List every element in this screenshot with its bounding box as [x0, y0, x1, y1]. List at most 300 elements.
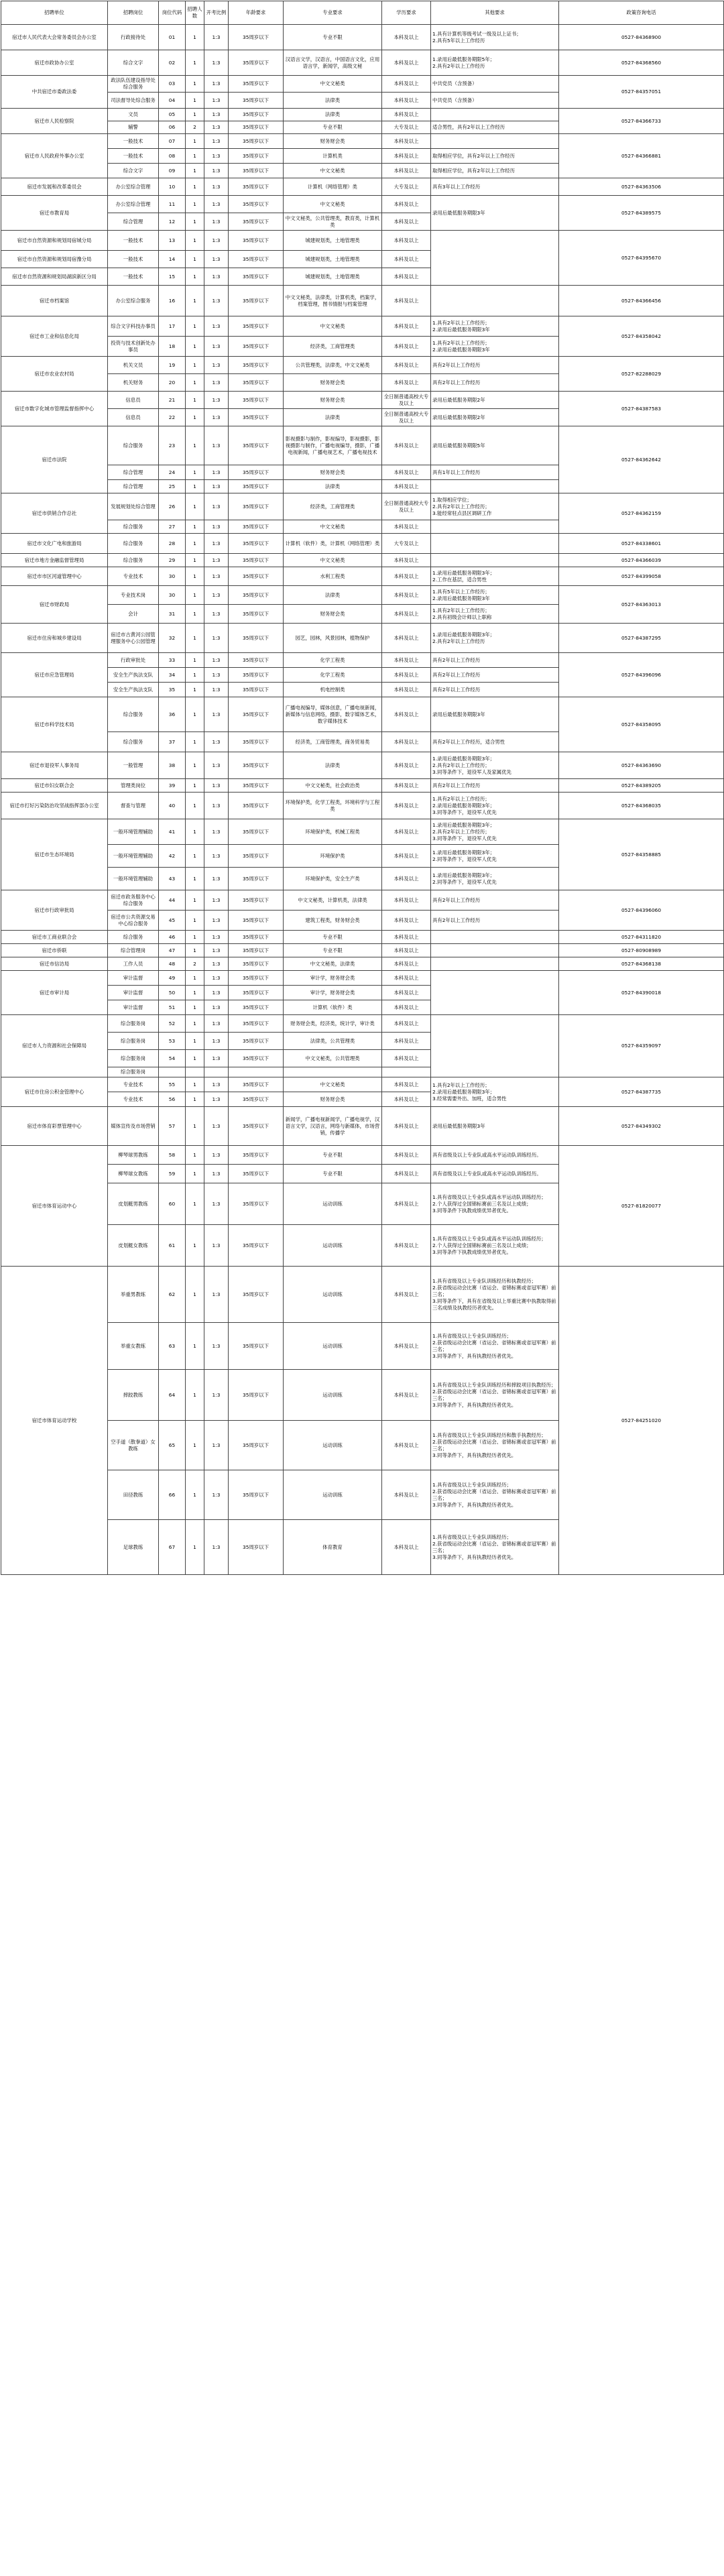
age-cell: 35周岁以下 [229, 957, 284, 971]
age-cell: 35周岁以下 [229, 93, 284, 109]
age-cell: 35周岁以下 [229, 868, 284, 890]
post-cell: 机关财务 [108, 374, 159, 392]
code-cell: 59 [159, 1165, 186, 1183]
code-cell: 32 [159, 624, 186, 653]
education-cell: 本科及以上 [382, 567, 431, 586]
count-cell: 1 [186, 231, 204, 251]
count-cell: 1 [186, 1050, 204, 1067]
major-cell [284, 1067, 382, 1077]
ratio-cell: 1:3 [204, 1015, 229, 1033]
phone-cell: 0527-84251020 [559, 1267, 724, 1575]
ratio-cell: 1:3 [204, 493, 229, 520]
code-cell: 39 [159, 779, 186, 793]
post-cell: 一般环境管理辅助 [108, 819, 159, 845]
count-cell: 1 [186, 25, 204, 50]
other-requirements-cell: 1.录用后最低服务期限3年； 2.工作在基层，适合男性 [431, 567, 559, 586]
education-cell: 本科及以上 [382, 668, 431, 683]
other-requirements-cell: 1.具有省级及以上专业队训练经历和散手执教经历； 2.获省级运动会比赛（省运会、省锦标赛或省冠军赛）前三名； 3.同等条件下，具有执教经历者优先。 [431, 1421, 559, 1470]
count-cell: 1 [186, 1015, 204, 1033]
age-cell [229, 1067, 284, 1077]
count-cell: 1 [186, 1520, 204, 1575]
count-cell: 1 [186, 554, 204, 567]
phone-cell: 0527-84358885 [559, 819, 724, 890]
other-requirements-cell: 录用后最低服务期限3年 [431, 196, 559, 231]
post-cell: 司法督导处综合服务 [108, 93, 159, 109]
education-cell: 本科及以上 [382, 50, 431, 76]
phone-cell: 0527-81820077 [559, 1146, 724, 1267]
count-cell: 1 [186, 357, 204, 374]
count-cell: 1 [186, 845, 204, 868]
ratio-cell: 1:3 [204, 1165, 229, 1183]
ratio-cell: 1:3 [204, 624, 229, 653]
count-cell: 1 [186, 1183, 204, 1225]
code-cell: 36 [159, 697, 186, 732]
code-cell: 28 [159, 534, 186, 554]
other-requirements-cell: 具有2年以上工作经历 [431, 374, 559, 392]
age-cell: 35周岁以下 [229, 286, 284, 316]
major-cell: 计算机（软件）类 [284, 1000, 382, 1015]
count-cell: 1 [186, 931, 204, 944]
post-cell: 信息员 [108, 392, 159, 409]
age-cell: 35周岁以下 [229, 1077, 284, 1092]
ratio-cell: 1:3 [204, 520, 229, 534]
ratio-cell: 1:3 [204, 480, 229, 493]
count-cell: 1 [186, 1421, 204, 1470]
phone-cell: 0527-84368900 [559, 25, 724, 50]
ratio-cell: 1:3 [204, 1470, 229, 1520]
age-cell: 35周岁以下 [229, 196, 284, 213]
education-cell: 本科及以上 [382, 653, 431, 668]
count-cell: 1 [186, 392, 204, 409]
other-requirements-cell: 具有2年以上工作经历，适合男性 [431, 732, 559, 752]
post-cell: 空手道（散拳道）女教练 [108, 1421, 159, 1470]
major-cell: 运动训练 [284, 1267, 382, 1323]
table-row [1, 1267, 724, 1323]
table-row [1, 653, 724, 668]
table-row [1, 357, 724, 374]
unit-cell: 宿迁市法院 [1, 426, 108, 493]
unit-cell: 宿迁市自然资源和规划局湖滨新区分局 [1, 268, 108, 286]
count-cell: 1 [186, 149, 204, 164]
other-requirements-cell: 1.具有5年以上工作经历； 2.录用后最低服务期限3年 [431, 586, 559, 605]
age-cell: 35周岁以下 [229, 986, 284, 1000]
other-requirements-cell: 1.录用后最低服务期限3年； 2.同等条件下，退役军人优先 [431, 868, 559, 890]
age-cell: 35周岁以下 [229, 683, 284, 697]
age-cell: 35周岁以下 [229, 752, 284, 779]
code-cell: 26 [159, 493, 186, 520]
age-cell: 35周岁以下 [229, 109, 284, 121]
code-cell: 43 [159, 868, 186, 890]
other-requirements-cell: 取得相应学位，具有2年以上工作经历 [431, 149, 559, 164]
other-requirements-cell: 取得相应学位，具有2年以上工作经历 [431, 164, 559, 178]
header-unit: 招聘单位 [1, 1, 108, 25]
major-cell: 法律类，公共管理类 [284, 1033, 382, 1050]
code-cell: 04 [159, 93, 186, 109]
major-cell: 影视摄影与制作，影视编导，影视摄影，影视摄影与制作，广播电视编导，摄影，广播电视新闻，广播电视艺术，广播电视技术 [284, 426, 382, 465]
table-row [1, 493, 724, 520]
major-cell: 运动训练 [284, 1370, 382, 1421]
major-cell: 专业不限 [284, 1146, 382, 1165]
ratio-cell: 1:3 [204, 134, 229, 149]
other-requirements-cell [431, 1015, 559, 1077]
education-cell: 本科及以上 [382, 374, 431, 392]
age-cell: 35周岁以下 [229, 1421, 284, 1470]
age-cell: 35周岁以下 [229, 493, 284, 520]
unit-cell: 宿迁市住房公积金管理中心 [1, 1077, 108, 1107]
unit-cell: 宿迁市自然资源和规划局宿豫分局 [1, 251, 108, 268]
post-cell: 行政审批处 [108, 653, 159, 668]
ratio-cell: 1:3 [204, 868, 229, 890]
count-cell: 1 [186, 164, 204, 178]
table-row [1, 392, 724, 409]
code-cell: 35 [159, 683, 186, 697]
table-row [1, 793, 724, 819]
post-cell: 足球教练 [108, 1520, 159, 1575]
ratio-cell: 1:3 [204, 196, 229, 213]
code-cell: 08 [159, 149, 186, 164]
major-cell: 中文文秘类，法律类，计算机类，档案学，档案管理，图书情报与档案管理 [284, 286, 382, 316]
post-cell: 审计监督 [108, 971, 159, 986]
phone-cell: 0527-84387583 [559, 392, 724, 426]
ratio-cell: 1:3 [204, 668, 229, 683]
age-cell: 35周岁以下 [229, 944, 284, 957]
age-cell: 35周岁以下 [229, 1323, 284, 1370]
education-cell: 本科及以上 [382, 1225, 431, 1267]
major-cell: 建筑工程类，财务财会类 [284, 911, 382, 931]
code-cell: 66 [159, 1470, 186, 1520]
age-cell: 35周岁以下 [229, 409, 284, 426]
count-cell: 1 [186, 480, 204, 493]
count-cell: 1 [186, 868, 204, 890]
unit-cell: 宿迁市档案馆 [1, 286, 108, 316]
table-row [1, 752, 724, 779]
code-cell: 10 [159, 178, 186, 196]
post-cell: 一般技术 [108, 251, 159, 268]
major-cell: 财务财会类 [284, 374, 382, 392]
education-cell: 本科及以上 [382, 231, 431, 251]
post-cell: 审计监督 [108, 986, 159, 1000]
code-cell: 44 [159, 890, 186, 911]
ratio-cell: 1:3 [204, 1225, 229, 1267]
phone-cell: 0527-84368138 [559, 957, 724, 971]
phone-cell: 0527-84362159 [559, 493, 724, 534]
age-cell: 35周岁以下 [229, 50, 284, 76]
count-cell: 1 [186, 134, 204, 149]
phone-cell: 0527-84366881 [559, 134, 724, 178]
count-cell: 1 [186, 409, 204, 426]
count-cell: 1 [186, 624, 204, 653]
major-cell: 审计学，财务财会类 [284, 986, 382, 1000]
other-requirements-cell: 1.具有计算机等级考试一级及以上证书； 2.具有5年以上工作经历 [431, 25, 559, 50]
phone-cell: 0527-84363690 [559, 752, 724, 779]
age-cell: 35周岁以下 [229, 374, 284, 392]
unit-cell: 宿迁市打好污染防治攻坚战指挥部办公室 [1, 793, 108, 819]
count-cell: 1 [186, 986, 204, 1000]
unit-cell: 中共宿迁市委政法委 [1, 76, 108, 109]
major-cell: 园艺，园林，风景园林，植物保护 [284, 624, 382, 653]
ratio-cell: 1:3 [204, 819, 229, 845]
major-cell: 机电控制类 [284, 683, 382, 697]
count-cell: 1 [186, 1000, 204, 1015]
post-cell: 一般技术 [108, 149, 159, 164]
ratio-cell: 1:3 [204, 1520, 229, 1575]
major-cell: 中文文秘类 [284, 1077, 382, 1092]
post-cell: 办公室综合管理 [108, 178, 159, 196]
major-cell: 公共管理类，法律类，中文文秘类 [284, 357, 382, 374]
ratio-cell: 1:3 [204, 793, 229, 819]
code-cell: 34 [159, 668, 186, 683]
post-cell: 专业技术 [108, 567, 159, 586]
post-cell: 一般环境管理辅助 [108, 845, 159, 868]
count-cell: 1 [186, 1323, 204, 1370]
code-cell: 48 [159, 957, 186, 971]
post-cell: 文员 [108, 109, 159, 121]
other-requirements-cell: 1.具有2年以上工作经历； 2.录用后最低服务期限3年； 3.经常需要外出、加班，适合男性 [431, 1077, 559, 1107]
age-cell: 35周岁以下 [229, 1370, 284, 1421]
age-cell: 35周岁以下 [229, 779, 284, 793]
count-cell: 1 [186, 286, 204, 316]
age-cell: 35周岁以下 [229, 164, 284, 178]
count-cell: 1 [186, 911, 204, 931]
unit-cell: 宿迁市行政审批局 [1, 890, 108, 931]
unit-cell: 宿迁市供销合作总社 [1, 493, 108, 534]
education-cell: 大专及以上 [382, 121, 431, 134]
ratio-cell: 1:3 [204, 178, 229, 196]
other-requirements-cell [431, 944, 559, 957]
count-cell: 1 [186, 316, 204, 337]
education-cell: 本科及以上 [382, 890, 431, 911]
education-cell [382, 1067, 431, 1077]
code-cell: 57 [159, 1107, 186, 1146]
count-cell: 1 [186, 819, 204, 845]
unit-cell: 宿迁市发展和改革委员会 [1, 178, 108, 196]
major-cell: 法律类 [284, 109, 382, 121]
code-cell: 06 [159, 121, 186, 134]
ratio-cell: 1:3 [204, 554, 229, 567]
other-requirements-cell: 1.具有省级及以上专业队训练经历和摔跤项目执教经历； 2.获省级运动会比赛（省运会、省锦标赛或省冠军赛）前三名； 3.同等条件下，具有执教经历者优先。 [431, 1370, 559, 1421]
code-cell: 19 [159, 357, 186, 374]
education-cell: 全日制普通高校大专及以上 [382, 493, 431, 520]
unit-cell: 宿迁市文化广电和旅游局 [1, 534, 108, 554]
education-cell: 本科及以上 [382, 793, 431, 819]
code-cell: 24 [159, 465, 186, 480]
post-cell: 综合服务 [108, 697, 159, 732]
major-cell: 专业不限 [284, 931, 382, 944]
code-cell: 46 [159, 931, 186, 944]
phone-cell: 0527-84396096 [559, 653, 724, 697]
age-cell: 35周岁以下 [229, 845, 284, 868]
major-cell: 计算机（网络管理）类 [284, 178, 382, 196]
ratio-cell: 1:3 [204, 931, 229, 944]
code-cell: 11 [159, 196, 186, 213]
education-cell: 本科及以上 [382, 683, 431, 697]
education-cell: 本科及以上 [382, 1092, 431, 1107]
major-cell: 运动训练 [284, 1225, 382, 1267]
age-cell: 35周岁以下 [229, 465, 284, 480]
code-cell: 31 [159, 605, 186, 624]
post-cell: 综合文字科技办事员 [108, 316, 159, 337]
major-cell: 城建规划类，土地管理类 [284, 251, 382, 268]
post-cell: 综合文字 [108, 164, 159, 178]
other-requirements-cell: 具有2年以上工作经历 [431, 668, 559, 683]
education-cell: 本科及以上 [382, 624, 431, 653]
code-cell: 53 [159, 1033, 186, 1050]
ratio-cell: 1:3 [204, 845, 229, 868]
ratio-cell: 1:3 [204, 1050, 229, 1067]
post-cell: 综合服务岗 [108, 1050, 159, 1067]
ratio-cell: 1:3 [204, 93, 229, 109]
post-cell: 督查与管理 [108, 793, 159, 819]
major-cell: 运动训练 [284, 1183, 382, 1225]
education-cell: 本科及以上 [382, 1033, 431, 1050]
major-cell: 经济类，工商管理类 [284, 493, 382, 520]
age-cell: 35周岁以下 [229, 890, 284, 911]
table-row [1, 178, 724, 196]
major-cell: 经济类，工商管理类 [284, 337, 382, 357]
education-cell: 本科及以上 [382, 944, 431, 957]
education-cell: 本科及以上 [382, 357, 431, 374]
count-cell: 1 [186, 178, 204, 196]
ratio-cell: 1:3 [204, 911, 229, 931]
code-cell: 14 [159, 251, 186, 268]
code-cell: 51 [159, 1000, 186, 1015]
education-cell: 大专及以上 [382, 534, 431, 554]
phone-cell: 0527-84387295 [559, 624, 724, 653]
other-requirements-cell: 1.具有2年以上工作经历； 2.录用后最低服务期限3年； 3.同等条件下，退役军人优先 [431, 793, 559, 819]
count-cell: 1 [186, 1225, 204, 1267]
ratio-cell: 1:3 [204, 971, 229, 986]
education-cell: 本科及以上 [382, 251, 431, 268]
education-cell: 本科及以上 [382, 845, 431, 868]
education-cell: 本科及以上 [382, 911, 431, 931]
count-cell: 1 [186, 109, 204, 121]
age-cell: 35周岁以下 [229, 732, 284, 752]
phone-cell: 0527-84349302 [559, 1107, 724, 1146]
ratio-cell: 1:3 [204, 653, 229, 668]
unit-cell: 宿迁市体育运动学校 [1, 1267, 108, 1575]
code-cell: 62 [159, 1267, 186, 1323]
other-requirements-cell: 1.具有2年以上工作经历； 2.录用后最低服务期限3年 [431, 316, 559, 337]
count-cell: 1 [186, 76, 204, 93]
other-requirements-cell: 具有2年以上工作经历 [431, 890, 559, 911]
table-row [1, 957, 724, 971]
count-cell: 1 [186, 1165, 204, 1183]
unit-cell: 宿迁市退役军人事务局 [1, 752, 108, 779]
phone-cell: 0527-84387735 [559, 1077, 724, 1107]
phone-cell: 0527-84359097 [559, 1015, 724, 1077]
ratio-cell: 1:3 [204, 1033, 229, 1050]
other-requirements-cell: 具有省级及以上专业队或高水平运动队训练经历。 [431, 1165, 559, 1183]
age-cell: 35周岁以下 [229, 567, 284, 586]
post-cell: 政法队伍建设指导处综合服务 [108, 76, 159, 93]
age-cell: 35周岁以下 [229, 76, 284, 93]
count-cell: 1 [186, 1146, 204, 1165]
other-requirements-cell: 具有2年以上工作经历 [431, 683, 559, 697]
ratio-cell: 1:3 [204, 465, 229, 480]
post-cell: 田径教练 [108, 1470, 159, 1520]
count-cell: 1 [186, 1267, 204, 1323]
ratio-cell: 1:3 [204, 683, 229, 697]
age-cell: 35周岁以下 [229, 931, 284, 944]
table-row [1, 286, 724, 316]
ratio-cell: 1:3 [204, 605, 229, 624]
education-cell: 本科及以上 [382, 1146, 431, 1165]
code-cell: 20 [159, 374, 186, 392]
post-cell: 行政接待处 [108, 25, 159, 50]
ratio-cell: 1:3 [204, 779, 229, 793]
major-cell: 广播电视编导，媒体创意，广播电视新闻，新媒体与信息网络，摄影，数字媒体艺术，数字媒体技术 [284, 697, 382, 732]
post-cell: 安全生产执法支队 [108, 683, 159, 697]
header-post: 招聘岗位 [108, 1, 159, 25]
code-cell: 21 [159, 392, 186, 409]
age-cell: 35周岁以下 [229, 520, 284, 534]
unit-cell: 宿迁市农业农村局 [1, 357, 108, 392]
education-cell: 本科及以上 [382, 316, 431, 337]
post-cell: 摔跤教练 [108, 1370, 159, 1421]
ratio-cell: 1:3 [204, 164, 229, 178]
major-cell: 新闻学，广播电视新闻学，广播电视学，汉语言文学，汉语言，网络与新媒体，市场营销，传播学 [284, 1107, 382, 1146]
education-cell: 本科及以上 [382, 520, 431, 534]
code-cell: 13 [159, 231, 186, 251]
major-cell: 运动训练 [284, 1470, 382, 1520]
ratio-cell: 1:3 [204, 586, 229, 605]
post-cell: 综合服务 [108, 520, 159, 534]
count-cell: 1 [186, 944, 204, 957]
age-cell: 35周岁以下 [229, 25, 284, 50]
unit-cell: 宿迁市财政局 [1, 586, 108, 624]
post-cell: 一般管理 [108, 752, 159, 779]
ratio-cell: 1:3 [204, 392, 229, 409]
table-row [1, 697, 724, 732]
phone-cell: 0527-84363013 [559, 586, 724, 624]
education-cell: 本科及以上 [382, 732, 431, 752]
education-cell: 本科及以上 [382, 465, 431, 480]
recruitment-table [1, 1, 724, 1575]
code-cell: 25 [159, 480, 186, 493]
age-cell: 35周岁以下 [229, 480, 284, 493]
other-requirements-cell [431, 931, 559, 944]
code-cell: 30 [159, 586, 186, 605]
ratio-cell: 1:3 [204, 231, 229, 251]
post-cell: 安全生产执法支队 [108, 668, 159, 683]
code-cell: 15 [159, 268, 186, 286]
unit-cell: 宿迁市体育运动中心 [1, 1146, 108, 1267]
major-cell: 城建规划类，土地管理类 [284, 268, 382, 286]
count-cell: 1 [186, 668, 204, 683]
post-cell: 综合服务岗 [108, 1015, 159, 1033]
major-cell: 财务财会类 [284, 134, 382, 149]
post-cell: 投资与技术创新处办事员 [108, 337, 159, 357]
ratio-cell: 1:3 [204, 109, 229, 121]
code-cell: 17 [159, 316, 186, 337]
count-cell: 1 [186, 337, 204, 357]
unit-cell: 宿迁市人民检察院 [1, 109, 108, 134]
age-cell: 35周岁以下 [229, 1225, 284, 1267]
ratio-cell: 1:3 [204, 409, 229, 426]
table-row [1, 554, 724, 567]
age-cell: 35周岁以下 [229, 653, 284, 668]
major-cell: 财务财会类 [284, 1092, 382, 1107]
code-cell: 29 [159, 554, 186, 567]
count-cell: 1 [186, 567, 204, 586]
major-cell: 专业不限 [284, 25, 382, 50]
ratio-cell: 1:3 [204, 1323, 229, 1370]
code-cell: 50 [159, 986, 186, 1000]
header-age: 年龄要求 [229, 1, 284, 25]
age-cell: 35周岁以下 [229, 605, 284, 624]
phone-cell: 0527-84368035 [559, 793, 724, 819]
code-cell: 58 [159, 1146, 186, 1165]
